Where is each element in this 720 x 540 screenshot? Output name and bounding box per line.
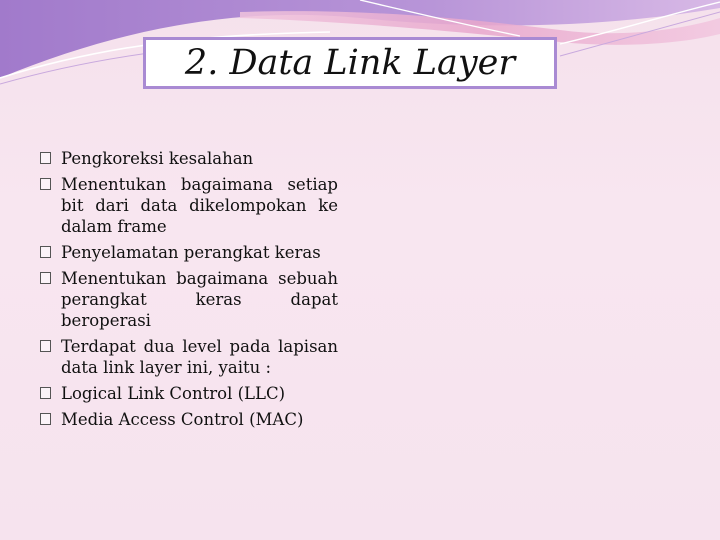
list-item: [40, 148, 338, 169]
bullet-text: Media Access Control (MAC): [61, 410, 304, 429]
list-item: [40, 242, 338, 263]
bullet-text: Menentukan bagaimana setiap bit dari data dikelompokan ke dalam frame: [61, 175, 338, 236]
bullet-box-icon: [40, 152, 51, 164]
list-item: [40, 383, 338, 404]
bullet-box-icon: [40, 246, 51, 258]
bullet-box-icon: [40, 387, 51, 399]
bullet-text: Pengkoreksi kesalahan: [61, 149, 254, 168]
list-item: [40, 174, 338, 237]
bullet-box-icon: [40, 340, 51, 352]
title-box: [143, 37, 557, 89]
bullet-box-icon: [40, 413, 51, 425]
bullet-text: Penyelamatan perangkat keras: [61, 243, 321, 262]
list-item: [40, 409, 338, 430]
slide-title: 2. Data Link Layer: [184, 43, 516, 83]
bullet-text: Logical Link Control (LLC): [61, 384, 286, 403]
list-item: [40, 336, 338, 378]
bullet-text: Menentukan bagaimana sebuah perangkat keras dapat beroperasi: [61, 269, 338, 330]
bullet-box-icon: [40, 272, 51, 284]
list-item: [40, 268, 338, 331]
bullet-list: [40, 148, 338, 435]
bullet-text: Terdapat dua level pada lapisan data link layer ini, yaitu :: [61, 337, 338, 377]
bullet-box-icon: [40, 178, 51, 190]
